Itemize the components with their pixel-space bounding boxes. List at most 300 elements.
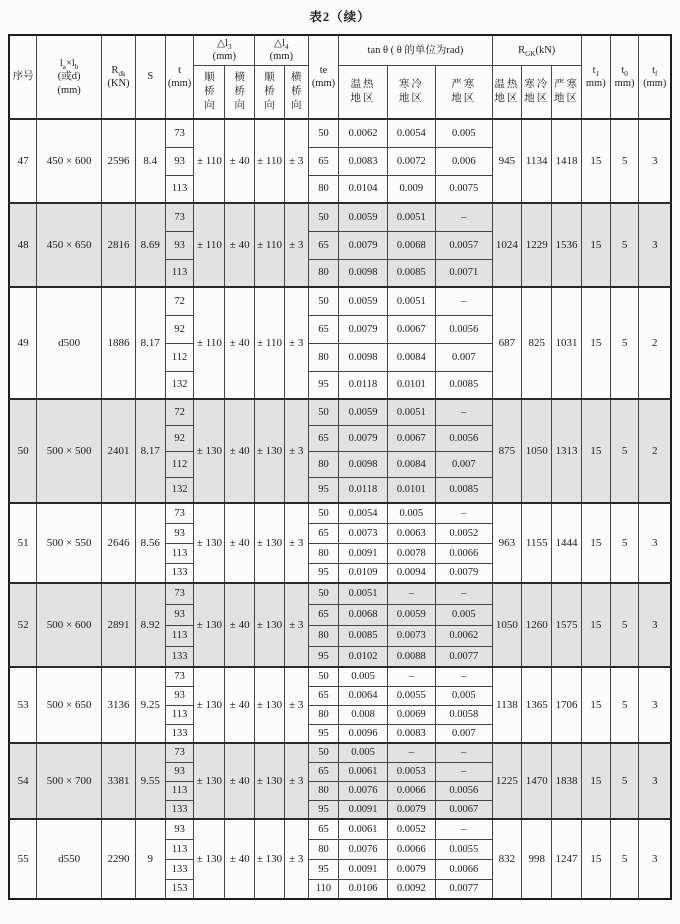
cell-te: 80	[308, 625, 339, 646]
cell-dl3-across: ± 40	[225, 667, 255, 743]
cell-tf: 3	[639, 743, 671, 819]
cell-dl4-across: ± 3	[284, 819, 308, 899]
cell-te: 80	[308, 705, 339, 724]
cell-t0: 5	[610, 503, 639, 583]
cell-s: 9	[135, 819, 165, 899]
cell-tan-warm-zone: 0.0085	[339, 625, 387, 646]
col-header-rgk-warm: 温热地区	[492, 65, 522, 119]
cell-tan-cold-zone: 0.0054	[387, 119, 435, 147]
cell-tan-warm-zone: 0.0064	[339, 686, 387, 705]
cell-te: 80	[308, 175, 339, 203]
cell-tan-cold-zone: 0.0066	[387, 781, 435, 800]
cell-te: 65	[308, 686, 339, 705]
cell-tf: 3	[639, 583, 671, 667]
cell-dl4-across: ± 3	[284, 399, 308, 503]
cell-te: 65	[308, 231, 339, 259]
cell-te: 65	[308, 147, 339, 175]
cell-tan-severe-zone: –	[435, 762, 492, 781]
col-header-rgk-severe: 严寒地区	[552, 65, 582, 119]
cell-dl3-along: ± 110	[194, 287, 225, 399]
cell-dl3-across: ± 40	[225, 743, 255, 819]
cell-rgk-severe-zone: 1706	[552, 667, 582, 743]
cell-tan-severe-zone: 0.0077	[435, 646, 492, 667]
cell-dl3-across: ± 40	[225, 583, 255, 667]
cell-tan-warm-zone: 0.0098	[339, 451, 387, 477]
col-header-tan-cold: 寒冷地区	[387, 65, 435, 119]
cell-rgk-severe-zone: 1313	[552, 399, 582, 503]
cell-tan-severe-zone: 0.005	[435, 604, 492, 625]
cell-t: 113	[165, 839, 194, 859]
cell-t1: 15	[581, 203, 610, 287]
col-group-rgk: $R_{GK}(kN)$	[492, 35, 581, 65]
col-header-rdk: $R_{dk}$ (KN)	[102, 35, 136, 119]
cell-te: 80	[308, 343, 339, 371]
cell-tan-cold-zone: 0.0069	[387, 705, 435, 724]
cell-dl4-across: ± 3	[284, 287, 308, 399]
cell-te: 50	[308, 203, 339, 231]
cell-te: 95	[308, 800, 339, 819]
cell-tan-warm-zone: 0.0062	[339, 119, 387, 147]
cell-tan-warm-zone: 0.0102	[339, 646, 387, 667]
cell-dl3-along: ± 130	[194, 503, 225, 583]
cell-tan-severe-zone: –	[435, 667, 492, 686]
cell-tan-warm-zone: 0.0059	[339, 287, 387, 315]
cell-rgk-severe-zone: 1444	[552, 503, 582, 583]
cell-tf: 3	[639, 819, 671, 899]
cell-tan-cold-zone: 0.0084	[387, 343, 435, 371]
cell-tan-warm-zone: 0.0118	[339, 371, 387, 399]
cell-t: 73	[165, 503, 194, 523]
cell-t: 112	[165, 343, 194, 371]
cell-tan-cold-zone: 0.005	[387, 503, 435, 523]
cell-tan-severe-zone: –	[435, 503, 492, 523]
cell-te: 50	[308, 667, 339, 686]
cell-t: 132	[165, 371, 194, 399]
cell-rgk-cold-zone: 1365	[522, 667, 552, 743]
col-header-te: te (mm)	[308, 35, 339, 119]
cell-rdk: 3136	[102, 667, 136, 743]
cell-dl4-across: ± 3	[284, 667, 308, 743]
cell-tan-cold-zone: 0.0066	[387, 839, 435, 859]
cell-s: 8.4	[135, 119, 165, 203]
cell-rgk-severe-zone: 1838	[552, 743, 582, 819]
cell-tf: 3	[639, 503, 671, 583]
table-row	[9, 503, 671, 523]
cell-te: 50	[308, 119, 339, 147]
cell-te: 50	[308, 287, 339, 315]
cell-t1: 15	[581, 287, 610, 399]
table-header	[9, 35, 671, 119]
cell-rgk-cold-zone: 1470	[522, 743, 552, 819]
cell-t1: 15	[581, 119, 610, 203]
cell-rdk: 2816	[102, 203, 136, 287]
cell-tan-cold-zone: –	[387, 583, 435, 604]
cell-tan-cold-zone: 0.0094	[387, 563, 435, 583]
cell-t1: 15	[581, 503, 610, 583]
cell-tan-cold-zone: 0.0083	[387, 724, 435, 743]
cell-t: 113	[165, 625, 194, 646]
bearing-parameters-table	[8, 34, 672, 900]
cell-tan-severe-zone: 0.0055	[435, 839, 492, 859]
cell-t: 73	[165, 119, 194, 147]
cell-rgk-warm-zone: 945	[492, 119, 522, 203]
cell-tan-severe-zone: 0.0079	[435, 563, 492, 583]
cell-t: 73	[165, 667, 194, 686]
cell-t: 92	[165, 425, 194, 451]
cell-size: d550	[37, 819, 102, 899]
cell-tan-cold-zone: 0.0073	[387, 625, 435, 646]
cell-tan-warm-zone: 0.0106	[339, 879, 387, 899]
cell-dl3-across: ± 40	[225, 203, 255, 287]
cell-t: 93	[165, 819, 194, 839]
cell-t0: 5	[610, 819, 639, 899]
cell-tan-severe-zone: 0.0077	[435, 879, 492, 899]
col-header-tf: $t_f$ (mm)	[639, 35, 671, 119]
cell-tan-severe-zone: 0.0085	[435, 477, 492, 503]
cell-tan-cold-zone: 0.0067	[387, 425, 435, 451]
cell-t: 113	[165, 705, 194, 724]
cell-tan-severe-zone: 0.0058	[435, 705, 492, 724]
cell-tan-severe-zone: 0.0085	[435, 371, 492, 399]
cell-tf: 2	[639, 399, 671, 503]
cell-tan-cold-zone: 0.0053	[387, 762, 435, 781]
cell-tan-warm-zone: 0.0059	[339, 399, 387, 425]
cell-rgk-warm-zone: 1024	[492, 203, 522, 287]
cell-tan-severe-zone: 0.0062	[435, 625, 492, 646]
cell-dl3-along: ± 130	[194, 743, 225, 819]
cell-t: 133	[165, 800, 194, 819]
cell-tf: 3	[639, 667, 671, 743]
cell-rgk-severe-zone: 1575	[552, 583, 582, 667]
cell-dl4-along: ± 130	[255, 583, 285, 667]
cell-dl3-across: ± 40	[225, 399, 255, 503]
cell-t: 133	[165, 724, 194, 743]
cell-tan-cold-zone: 0.0088	[387, 646, 435, 667]
cell-te: 50	[308, 503, 339, 523]
cell-dl3-along: ± 110	[194, 203, 225, 287]
cell-t: 73	[165, 583, 194, 604]
cell-te: 80	[308, 259, 339, 287]
cell-tan-warm-zone: 0.005	[339, 743, 387, 762]
cell-tan-warm-zone: 0.0054	[339, 503, 387, 523]
cell-seq: 55	[9, 819, 37, 899]
cell-dl3-along: ± 130	[194, 819, 225, 899]
col-header-tan-severe: 严寒地区	[435, 65, 492, 119]
cell-t: 113	[165, 543, 194, 563]
cell-rgk-cold-zone: 1050	[522, 399, 552, 503]
cell-te: 80	[308, 543, 339, 563]
cell-size: 500 × 550	[37, 503, 102, 583]
cell-te: 50	[308, 583, 339, 604]
cell-tan-severe-zone: –	[435, 583, 492, 604]
cell-te: 50	[308, 743, 339, 762]
cell-te: 95	[308, 724, 339, 743]
table-body	[9, 119, 671, 899]
cell-rgk-cold-zone: 825	[522, 287, 552, 399]
cell-t1: 15	[581, 743, 610, 819]
col-header-dl3-across: 横桥向	[225, 65, 255, 119]
cell-tan-warm-zone: 0.0098	[339, 259, 387, 287]
cell-rgk-cold-zone: 1155	[522, 503, 552, 583]
cell-dl3-along: ± 130	[194, 399, 225, 503]
cell-size: 500 × 500	[37, 399, 102, 503]
col-group-dl4: $\triangle l_4$ (mm)	[255, 35, 308, 65]
cell-t: 113	[165, 175, 194, 203]
cell-tan-severe-zone: –	[435, 743, 492, 762]
col-header-dl4-across: 横桥向	[284, 65, 308, 119]
col-header-s: S	[135, 35, 165, 119]
table-title: 表2（续）	[309, 10, 371, 24]
cell-tan-warm-zone: 0.0068	[339, 604, 387, 625]
cell-te: 65	[308, 604, 339, 625]
col-header-dl3-along: 顺桥向	[194, 65, 225, 119]
cell-seq: 52	[9, 583, 37, 667]
cell-t1: 15	[581, 399, 610, 503]
cell-t0: 5	[610, 399, 639, 503]
cell-tan-warm-zone: 0.0059	[339, 203, 387, 231]
col-header-rgk-cold: 寒冷地区	[522, 65, 552, 119]
cell-rdk: 2596	[102, 119, 136, 203]
cell-tan-warm-zone: 0.0104	[339, 175, 387, 203]
cell-tan-cold-zone: 0.0085	[387, 259, 435, 287]
cell-rgk-warm-zone: 875	[492, 399, 522, 503]
table-row	[9, 287, 671, 315]
cell-rgk-severe-zone: 1536	[552, 203, 582, 287]
cell-tan-warm-zone: 0.0083	[339, 147, 387, 175]
cell-tan-severe-zone: 0.0056	[435, 425, 492, 451]
cell-rgk-warm-zone: 963	[492, 503, 522, 583]
cell-tan-warm-zone: 0.0079	[339, 231, 387, 259]
cell-rgk-cold-zone: 1260	[522, 583, 552, 667]
cell-t: 113	[165, 259, 194, 287]
cell-size: 450 × 600	[37, 119, 102, 203]
cell-te: 95	[308, 646, 339, 667]
cell-dl3-along: ± 130	[194, 583, 225, 667]
cell-dl4-along: ± 110	[255, 203, 285, 287]
cell-tan-severe-zone: 0.0071	[435, 259, 492, 287]
cell-tan-cold-zone: 0.0067	[387, 315, 435, 343]
cell-size: 450 × 650	[37, 203, 102, 287]
cell-dl3-along: ± 110	[194, 119, 225, 203]
table-row	[9, 743, 671, 762]
cell-tan-cold-zone: –	[387, 667, 435, 686]
cell-tan-cold-zone: 0.0078	[387, 543, 435, 563]
cell-tf: 2	[639, 287, 671, 399]
col-header-size: $l_a\times l_b$ (或d) (mm)	[37, 35, 102, 119]
cell-dl4-across: ± 3	[284, 119, 308, 203]
cell-t: 93	[165, 604, 194, 625]
cell-seq: 51	[9, 503, 37, 583]
cell-dl4-across: ± 3	[284, 583, 308, 667]
cell-te: 65	[308, 425, 339, 451]
cell-rdk: 2891	[102, 583, 136, 667]
cell-rgk-cold-zone: 1229	[522, 203, 552, 287]
cell-tan-severe-zone: 0.0066	[435, 543, 492, 563]
cell-te: 95	[308, 371, 339, 399]
cell-t1: 15	[581, 667, 610, 743]
cell-t: 92	[165, 315, 194, 343]
cell-dl4-across: ± 3	[284, 203, 308, 287]
cell-s: 9.25	[135, 667, 165, 743]
cell-tan-warm-zone: 0.005	[339, 667, 387, 686]
cell-rgk-severe-zone: 1247	[552, 819, 582, 899]
cell-tan-cold-zone: 0.0059	[387, 604, 435, 625]
cell-tan-warm-zone: 0.0096	[339, 724, 387, 743]
cell-tf: 3	[639, 119, 671, 203]
cell-seq: 49	[9, 287, 37, 399]
cell-dl3-across: ± 40	[225, 819, 255, 899]
cell-t1: 15	[581, 583, 610, 667]
cell-tan-cold-zone: 0.0063	[387, 523, 435, 543]
cell-tan-cold-zone: 0.0101	[387, 371, 435, 399]
cell-rgk-warm-zone: 1050	[492, 583, 522, 667]
cell-tan-severe-zone: 0.0052	[435, 523, 492, 543]
cell-te: 65	[308, 523, 339, 543]
cell-rdk: 1886	[102, 287, 136, 399]
col-header-tan-warm: 温热地区	[339, 65, 387, 119]
cell-dl4-along: ± 130	[255, 743, 285, 819]
table-row	[9, 583, 671, 604]
cell-tan-cold-zone: 0.0079	[387, 859, 435, 879]
cell-tan-warm-zone: 0.0079	[339, 425, 387, 451]
cell-tan-cold-zone: 0.0051	[387, 287, 435, 315]
cell-s: 9.55	[135, 743, 165, 819]
cell-rgk-warm-zone: 1225	[492, 743, 522, 819]
cell-tan-cold-zone: 0.0052	[387, 819, 435, 839]
cell-t: 93	[165, 762, 194, 781]
cell-t: 93	[165, 523, 194, 543]
cell-t: 72	[165, 399, 194, 425]
cell-tan-severe-zone: 0.006	[435, 147, 492, 175]
cell-te: 65	[308, 315, 339, 343]
cell-tan-cold-zone: 0.0072	[387, 147, 435, 175]
cell-s: 8.17	[135, 399, 165, 503]
cell-t: 132	[165, 477, 194, 503]
cell-tan-warm-zone: 0.0109	[339, 563, 387, 583]
cell-t: 112	[165, 451, 194, 477]
cell-tan-severe-zone: –	[435, 287, 492, 315]
table-row	[9, 399, 671, 425]
cell-dl3-across: ± 40	[225, 119, 255, 203]
cell-dl4-along: ± 130	[255, 667, 285, 743]
cell-t0: 5	[610, 743, 639, 819]
cell-dl4-along: ± 110	[255, 119, 285, 203]
cell-tan-severe-zone: 0.007	[435, 724, 492, 743]
cell-tan-warm-zone: 0.0079	[339, 315, 387, 343]
cell-tan-severe-zone: 0.005	[435, 686, 492, 705]
cell-tan-severe-zone: 0.0056	[435, 315, 492, 343]
cell-size: d500	[37, 287, 102, 399]
cell-t0: 5	[610, 119, 639, 203]
cell-te: 95	[308, 477, 339, 503]
cell-t: 73	[165, 743, 194, 762]
cell-size: 500 × 700	[37, 743, 102, 819]
cell-rdk: 2290	[102, 819, 136, 899]
cell-te: 80	[308, 839, 339, 859]
cell-rdk: 3381	[102, 743, 136, 819]
cell-te: 95	[308, 563, 339, 583]
cell-tan-warm-zone: 0.0051	[339, 583, 387, 604]
cell-s: 8.56	[135, 503, 165, 583]
cell-tan-warm-zone: 0.0061	[339, 762, 387, 781]
cell-dl3-across: ± 40	[225, 503, 255, 583]
table-row	[9, 667, 671, 686]
cell-te: 110	[308, 879, 339, 899]
cell-t0: 5	[610, 287, 639, 399]
cell-tf: 3	[639, 203, 671, 287]
table-row	[9, 819, 671, 839]
cell-tan-warm-zone: 0.0098	[339, 343, 387, 371]
cell-size: 500 × 600	[37, 583, 102, 667]
cell-s: 8.17	[135, 287, 165, 399]
cell-dl4-across: ± 3	[284, 743, 308, 819]
cell-tan-cold-zone: 0.009	[387, 175, 435, 203]
cell-tan-severe-zone: –	[435, 399, 492, 425]
col-group-dl3: $\triangle l_3$ (mm)	[194, 35, 255, 65]
cell-tan-warm-zone: 0.0061	[339, 819, 387, 839]
cell-tan-cold-zone: 0.0068	[387, 231, 435, 259]
cell-t: 133	[165, 859, 194, 879]
cell-rgk-cold-zone: 1134	[522, 119, 552, 203]
cell-dl4-across: ± 3	[284, 503, 308, 583]
cell-tan-severe-zone: 0.0066	[435, 859, 492, 879]
cell-tan-cold-zone: 0.0084	[387, 451, 435, 477]
cell-tan-warm-zone: 0.008	[339, 705, 387, 724]
cell-size: 500 × 650	[37, 667, 102, 743]
cell-t0: 5	[610, 667, 639, 743]
cell-tan-warm-zone: 0.0091	[339, 800, 387, 819]
cell-tan-cold-zone: 0.0079	[387, 800, 435, 819]
cell-tan-warm-zone: 0.0118	[339, 477, 387, 503]
cell-te: 95	[308, 859, 339, 879]
cell-te: 80	[308, 451, 339, 477]
cell-t0: 5	[610, 583, 639, 667]
cell-seq: 53	[9, 667, 37, 743]
cell-rgk-warm-zone: 832	[492, 819, 522, 899]
cell-tan-severe-zone: –	[435, 203, 492, 231]
cell-dl3-along: ± 130	[194, 667, 225, 743]
cell-tan-warm-zone: 0.0091	[339, 543, 387, 563]
cell-tan-severe-zone: 0.005	[435, 119, 492, 147]
cell-seq: 48	[9, 203, 37, 287]
col-header-t1: $t_1$ mm)	[581, 35, 610, 119]
cell-t1: 15	[581, 819, 610, 899]
col-group-tan: tan θ ( θ 的单位为rad)	[339, 35, 492, 65]
table-row	[9, 203, 671, 231]
cell-tan-severe-zone: –	[435, 819, 492, 839]
col-header-t: t (mm)	[165, 35, 194, 119]
cell-tan-cold-zone: 0.0055	[387, 686, 435, 705]
cell-te: 50	[308, 399, 339, 425]
cell-tan-warm-zone: 0.0076	[339, 781, 387, 800]
cell-tan-severe-zone: 0.007	[435, 343, 492, 371]
cell-s: 8.92	[135, 583, 165, 667]
cell-rgk-severe-zone: 1031	[552, 287, 582, 399]
cell-tan-warm-zone: 0.0073	[339, 523, 387, 543]
cell-tan-severe-zone: 0.0067	[435, 800, 492, 819]
cell-t: 113	[165, 781, 194, 800]
cell-dl4-along: ± 130	[255, 819, 285, 899]
cell-t: 133	[165, 646, 194, 667]
cell-t0: 5	[610, 203, 639, 287]
cell-seq: 50	[9, 399, 37, 503]
cell-seq: 54	[9, 743, 37, 819]
cell-tan-warm-zone: 0.0076	[339, 839, 387, 859]
cell-t: 72	[165, 287, 194, 315]
cell-tan-cold-zone: 0.0051	[387, 203, 435, 231]
cell-tan-severe-zone: 0.0056	[435, 781, 492, 800]
cell-s: 8.69	[135, 203, 165, 287]
